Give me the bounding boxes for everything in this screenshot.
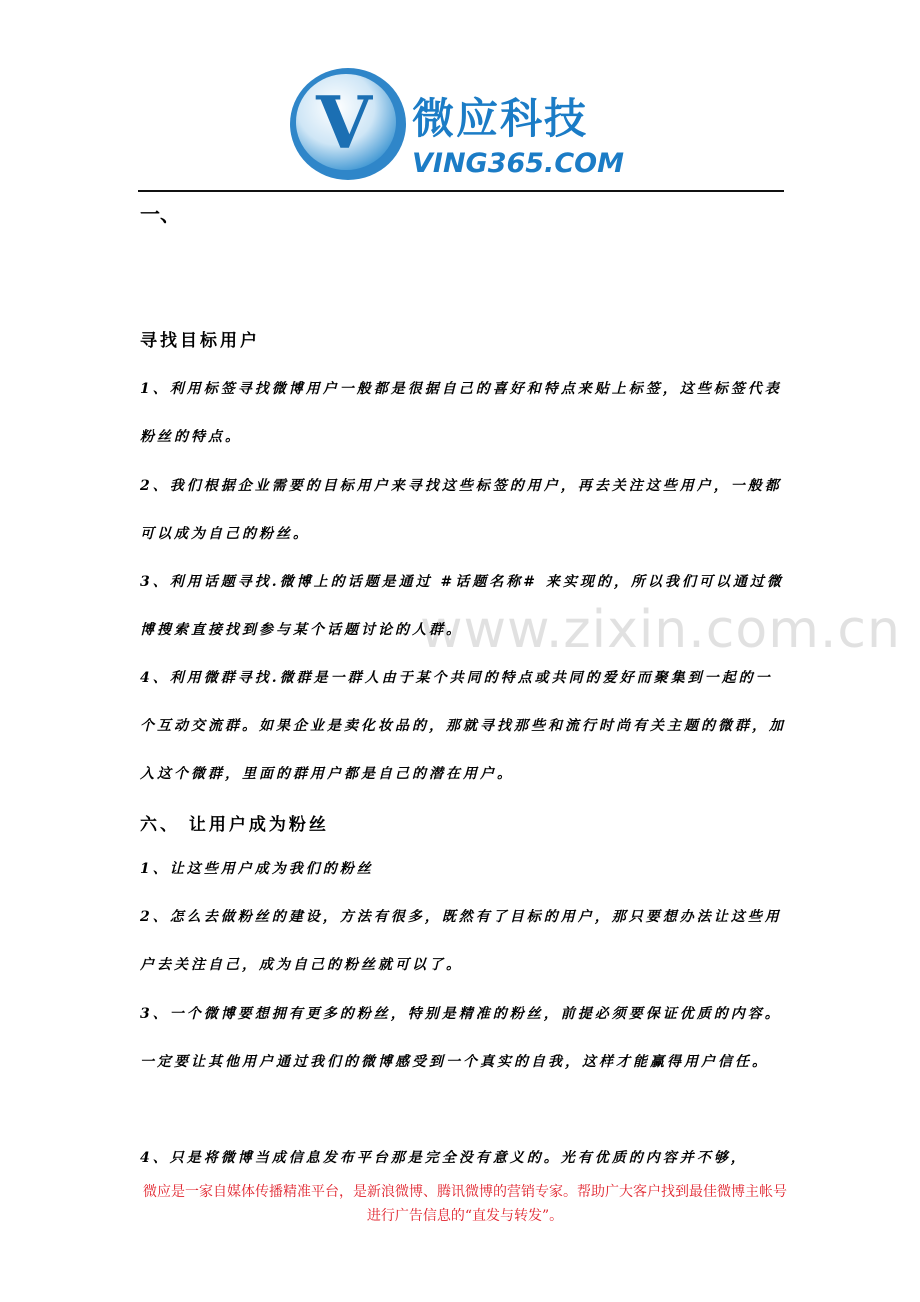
v-badge-icon (286, 62, 410, 186)
badge-letter: V (316, 80, 372, 165)
page-header (0, 0, 920, 195)
watermark: www.zixin.com.cn (420, 600, 901, 660)
footer-note: 微应是一家自媒体传播精准平台，是新浪微博、腾讯微博的营销专家。帮助广大客户找到最佳微博主帐号进行广告信息的“直发与转发”。 (143, 1184, 787, 1224)
six-item-1: 1、让这些用户成为我们的粉丝 (140, 861, 374, 877)
find-item-2: 2、我们根据企业需要的目标用户来寻找这些标签的用户，再去关注这些用户，一般都可以成为自己的粉丝。 (140, 478, 782, 542)
section-six-title: 六、 让用户成为粉丝 (140, 815, 329, 835)
section-find-title: 寻找目标用户 (140, 331, 260, 351)
brand-chinese-name: 微应科技 (412, 94, 589, 143)
find-item-1: 1、利用标签寻找微博用户一般都是很据自己的喜好和特点来贴上标签，这些标签代表粉丝的特点。 (140, 381, 782, 445)
six-item-3: 3、一个微博要想拥有更多的粉丝，特别是精准的粉丝，前提必须要保证优质的内容。一定要让其他用户通过我们的微博感受到一个真实的自我，这样才能赢得用户信任。 (140, 1006, 782, 1070)
find-item-4: 4、利用微群寻找.微群是一群人由于某个共同的特点或共同的爱好而聚集到一起的一个互动交流群。如果企业是卖化妆品的，那就寻找那些和流行时尚有关主题的微群，加入这个微群，里面的群用户都是自己的潜在用户。 (140, 670, 786, 782)
six-item-2: 2、怎么去做粉丝的建设，方法有很多，既然有了目标的用户，那只要想办法让这些用户去关注自己，成为自己的粉丝就可以了。 (140, 909, 782, 973)
company-logo (286, 62, 646, 192)
six-item-4: 4、只是将微博当成信息发布平台那是完全没有意义的。光有优质的内容并不够， (140, 1150, 748, 1166)
find-item-3: 3、利用话题寻找.微博上的话题是通过 #话题名称# 来实现的，所以我们可以通过微博搜索直接找到参与某个话题讨论的人群。 (140, 574, 784, 638)
header-divider (138, 190, 784, 192)
section-one-number: 一、 (140, 202, 180, 226)
brand-domain: VING365.COM (412, 148, 624, 179)
